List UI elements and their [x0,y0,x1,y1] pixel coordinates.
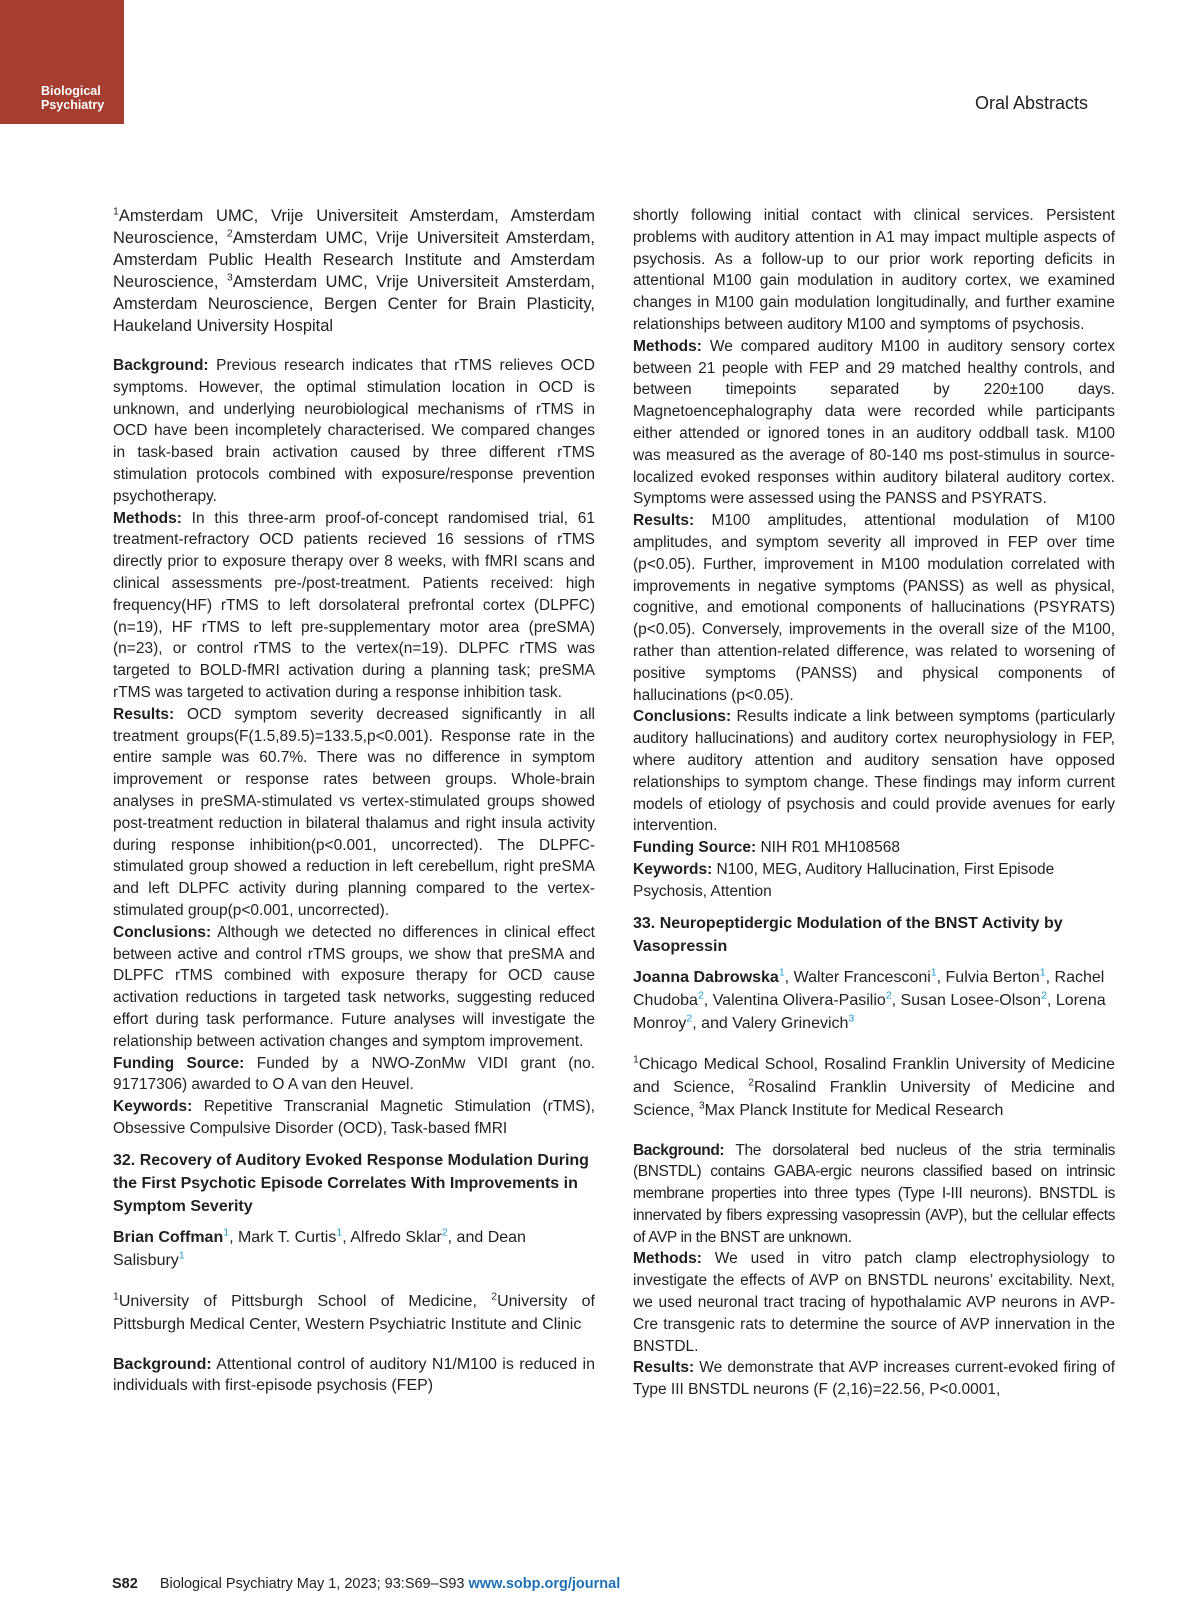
right-column [633,205,1115,1401]
methods-paragraph: Methods: In this three-arm proof-of-concept randomised trial, 61 treatment-refractory OCD patients recieved 16 sessions of rTMS directly prior to exposure therapy over 8 weeks, with fMRI scans and clinical assessments pre-/post-treatment. Patients received: high frequency(HF) rTMS to left dorsolateral prefrontal cortex (DLPFC)(n=19), HF rTMS to left pre-supplementary motor area (preSMA)(n=23), or control rTMS to the vertex(n=19). DLPFC rTMS was targeted to BOLD-fMRI activation during a planning task; preSMA rTMS was targeted to activation during a response inhibition task. [113,509,595,701]
abstract-32-title: 32. Recovery of Auditory Evoked Response Modulation During the First Psychotic Episode Correlates With Improvements in Symptom Severity [113,1151,589,1215]
abstract-33-background: Background: The dorsolateral bed nucleus of the stria terminalis (BNSTDL) contains GABA-ergic neurons classified based on intrinsic membrane properties into three types (Type I-III neurons). BNSTDL is innervated by fibers expressing vasopressin (AVP), but the cellular effects of AVP in the BNST are unknown. [633,1141,1115,1246]
abstract-32-background: Background: Attentional control of auditory N1/M100 is reduced in individuals with first-episode psychosis (FEP) [113,1355,595,1395]
abstract-33-results: Results: We demonstrate that AVP increases current-evoked firing of Type III BNSTDL neurons (F (2,16)=22.56, P<0.0001, [633,1359,1115,1399]
section-title: Oral Abstracts [974,93,1088,113]
page-number: S82 [112,1576,138,1592]
keywords-paragraph: Keywords: N100, MEG, Auditory Hallucination, First Episode Psychosis, Attention [633,860,1055,900]
journal-logo-text: Biological Psychiatry [41,84,105,112]
conclusions-paragraph: Conclusions: Although we detected no differences in clinical effect between active and control rTMS groups, we show that preSMA and DLPFC rTMS combined with exposure therapy for OCD cause activation reductions in targeted task networks, suggesting reduced effort during task performance. Future analyses will investigate the relationship between activation changes and symptom improvement. [113,923,595,1050]
funding-paragraph: Funding Source: NIH R01 MH108568 [633,839,901,857]
journal-logo [0,0,124,124]
results-paragraph: Results: OCD symptom severity decreased significantly in all treatment groups(F(1.5,89.5)=133.5,p<0.001). Response rate in the entire sample was 60.7%. There was no difference in symptom improvement or response rates between groups. Whole-brain analyses in preSMA-stimulated vs vertex-stimulated groups showed post-treatment reduction in bilateral thalamus and right insula activity during response inhibition(p<0.001, uncorrected). The DLPFC-stimulated group showed a reduction in left cerebellum, right preSMA and left DLPFC activity during planning compared to the vertex-stimulated group(p<0.001, uncorrected). [113,705,595,919]
abstract-33-affiliations: $^1$Chicago Medical School, Rosalind Franklin University of Medicine and Science, $^2$Rosalind Franklin University of Medicine and Science, $^3$Max Planck Institute for Medical Research [633,1053,1116,1119]
abstract-33-title: 33. Neuropeptidergic Modulation of the BNST Activity by Vasopressin [633,914,1063,955]
journal-link[interactable]: www.sobp.org/journal [468,1576,621,1592]
previous-affiliations: $^1$Amsterdam UMC, Vrije Universiteit Amsterdam, Amsterdam Neuroscience, $^2$Amsterdam UMC, Vrije Universiteit Amsterdam, Amsterdam Public Health Research Institute and Amsterdam Neuroscience, $^3$Amsterdam UMC, Vrije Universiteit Amsterdam, Amsterdam Neuroscience, Bergen Center for Brain Plasticity, Haukeland University Hospital [113,205,595,335]
continued-background: shortly following initial contact with clinical services. Persistent problems with auditory attention in A1 may impact multiple aspects of psychosis. As a follow-up to our prior work reporting deficits in attentional M100 gain modulation in auditory cortex, we examined changes in M100 gain modulation longitudinally, and further examine relationships between auditory M100 and symptoms of psychosis. [633,207,1115,333]
left-column [113,205,595,1397]
keywords-paragraph: Keywords: Repetitive Transcranial Magnetic Stimulation (rTMS), Obsessive Compulsive Disorder (OCD), Task-based fMRI [113,1098,595,1137]
page-footer [112,1576,620,1592]
citation: Biological Psychiatry May 1, 2023; 93:S69–S93 [159,1576,469,1592]
background-paragraph: Background: Previous research indicates that rTMS relieves OCD symptoms. However, the optimal stimulation location in OCD is unknown, and underlying neurobiological mechanisms of rTMS in OCD have been incompletely characterised. We compared changes in task-based brain activation caused by three different rTMS stimulation protocols combined with exposure/response prevention psychotherapy. [113,357,595,505]
funding-paragraph: Funding Source: Funded by a NWO-ZonMw VIDI grant (no. 91717306) awarded to O A van den Heuvel. [113,1054,595,1094]
abstract-32-affiliations: $^1$University of Pittsburgh School of Medicine, $^2$University of Pittsburgh Medical Center, Western Psychiatric Institute and Clinic [113,1290,595,1333]
abstract-33-methods: Methods: We used in vitro patch clamp electrophysiology to investigate the effects of AVP on BNSTDL neurons’ excitability. Next, we used neuronal tract tracing of hypothalamic AVP neurons in AVP-Cre transgenic rats to determine the source of AVP innervation in the BNSTDL. [633,1250,1115,1355]
abstract-32-authors: Brian Coffman$^1$, Mark T. Curtis$^1$, Alfredo Sklar$^2$, and Dean Salisbury$^1$ [113,1226,526,1269]
results-paragraph: Results: M100 amplitudes, attentional modulation of M100 amplitudes, and symptom severity all improved in FEP over time (p<0.05). Further, improvement in M100 modulation correlated with improvements in negative symptoms (PANSS) as well as physical, cognitive, and emotional components of hallucinations (PSYRATS) (p<0.05). Conversely, improvements in the overall size of the M100, rather than attention-related difference, was related to worsening of positive symptoms (PANSS) and physical components of hallucinations (p<0.05). [633,512,1115,704]
conclusions-paragraph: Conclusions: Results indicate a link between symptoms (particularly auditory hallucinations) and auditory cortex neurophysiology in FEP, where auditory attention and auditory sensation have opposed relationships to symptom change. These findings may inform current models of etiology of psychosis and could provide avenues for early intervention. [633,708,1115,835]
methods-paragraph: Methods: We compared auditory M100 in auditory sensory cortex between 21 people with FEP and 29 matched healthy controls, and between timepoints separated by 220±100 days. Magnetoencephalography data were recorded while participants either attended or ignored tones in an auditory oddball task. M100 was measured as the average of 80-140 ms post-stimulus in source-localized evoked responses within auditory bilateral auditory cortex. Symptoms were assessed using the PANSS and PSYRATS. [633,337,1115,508]
abstract-33-authors: Joanna Dabrowska$^1$, Walter Francesconi$^1$, Fulvia Berton$^1$, Rachel Chudoba$^2$, Valentina Olivera-Pasilio$^2$, Susan Losee-Olson$^2$, Lorena Monroy$^2$, and Valery Grinevich$^3$ [633,966,1106,1032]
